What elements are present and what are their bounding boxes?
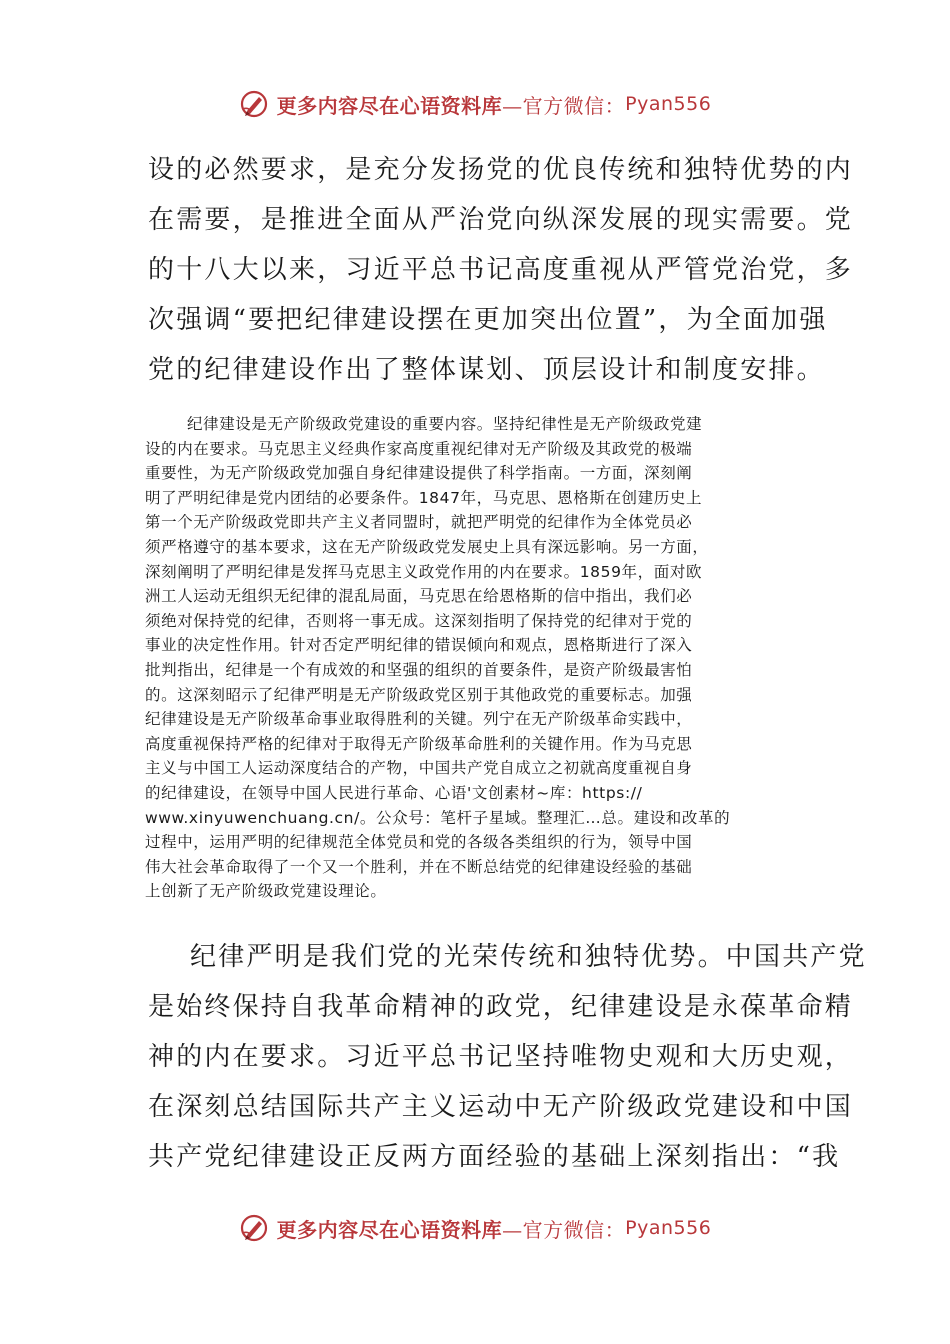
text-line: 上创新了无产阶级政党建设理论。 [145,882,387,901]
paragraph-top [148,145,854,395]
text-line: www.xinyuwenchuang.cn/。公众号：笔杆子星域。整理汇…总。建设和改革的 [145,808,731,827]
text-line: 事业的决定性作用。针对否定严明纪律的错误倾向和观点，恩格斯进行了深入 [145,636,693,655]
text-line: 主义与中国工人运动深度结合的产物，中国共产党自成立之初就高度重视自身 [145,759,693,778]
footer-banner [0,1208,950,1248]
text-line: 设的必然要求，是充分发扬党的优良传统和独特优势的内 [148,155,854,185]
text-line: 纪律建设是无产阶级政党建设的重要内容。坚持纪律性是无产阶级政党建 [187,415,703,433]
pen-logo-icon [239,89,269,119]
text-line: 在深刻总结国际共产主义运动中无产阶级政党建设和中国 [148,1092,854,1122]
text-line: 过程中，运用严明的纪律规范全体党员和党的各级各类组织的行为，领导中国 [145,833,693,852]
text-line: 重要性，为无产阶级政党加强自身纪律建设提供了科学指南。一方面，深刻阐 [145,464,693,483]
text-line: 设的内在要求。马克思主义经典作家高度重视纪律对无产阶级及其政党的极端 [145,439,693,458]
banner-wechat-handle: Pyan556 [625,1217,712,1239]
text-line: 明了严明纪律是党内团结的必要条件。1847年，马克思、恩格斯在创建历史上 [145,488,703,507]
banner-separator-text: —官方微信： [502,1217,626,1242]
text-line: 共产党纪律建设正反两方面经验的基础上深刻指出：“我 [148,1142,841,1172]
text-line: 次强调“要把纪律建设摆在更加突出位置”，为全面加强 [148,305,828,335]
text-line: 纪律建设是无产阶级革命事业取得胜利的关键。列宁在无产阶级革命实践中， [145,710,693,729]
banner-brand-text: 更多内容尽在心语资料库 [276,93,503,118]
banner-brand-text: 更多内容尽在心语资料库 [276,1217,503,1242]
paragraph-small-print [145,412,801,904]
text-line: 神的内在要求。习近平总书记坚持唯物史观和大历史观， [148,1042,854,1072]
text-line: 在需要，是推进全面从严治党向纵深发展的现实需要。党 [148,205,854,235]
text-line: 批判指出，纪律是一个有成效的和坚强的组织的首要条件，是资产阶级最害怕 [145,660,693,679]
text-line: 的纪律建设，在领导中国人民进行革命、心语'文创素材~库：https:// [145,783,643,802]
text-line: 伟大社会革命取得了一个又一个胜利，并在不断总结党的纪律建设经验的基础 [145,857,693,876]
text-line: 党的纪律建设作出了整体谋划、顶层设计和制度安排。 [148,355,825,385]
text-line: 的十八大以来，习近平总书记高度重视从严管党治党，多 [148,255,854,285]
banner-wechat-handle: Pyan556 [625,93,712,115]
text-line: 的。这深刻昭示了纪律严明是无产阶级政党区别于其他政党的重要标志。加强 [145,685,693,704]
banner-separator-text: —官方微信： [502,93,626,118]
text-line: 是始终保持自我革命精神的政党，纪律建设是永葆革命精 [148,992,854,1022]
pen-logo-icon [239,1213,269,1243]
text-line: 须绝对保持党的纪律，否则将一事无成。这深刻指明了保持党的纪律对于党的 [145,611,693,630]
text-line: 高度重视保持严格的纪律对于取得无产阶级革命胜利的关键作用。作为马克思 [145,734,693,753]
text-line: 纪律严明是我们党的光荣传统和独特优势。中国共产党 [190,942,867,972]
text-line: 第一个无产阶级政党即共产主义者同盟时，就把严明党的纪律作为全体党员必 [145,513,693,532]
text-line: 洲工人运动无组织无纪律的混乱局面，马克思在给恩格斯的信中指出，我们必 [145,587,693,606]
header-banner [0,84,950,124]
text-line: 深刻阐明了严明纪律是发挥马克思主义政党作用的内在要求。1859年，面对欧 [145,562,703,581]
text-line: 须严格遵守的基本要求，这在无产阶级政党发展史上具有深远影响。另一方面， [145,537,709,556]
paragraph-bottom [148,932,867,1182]
